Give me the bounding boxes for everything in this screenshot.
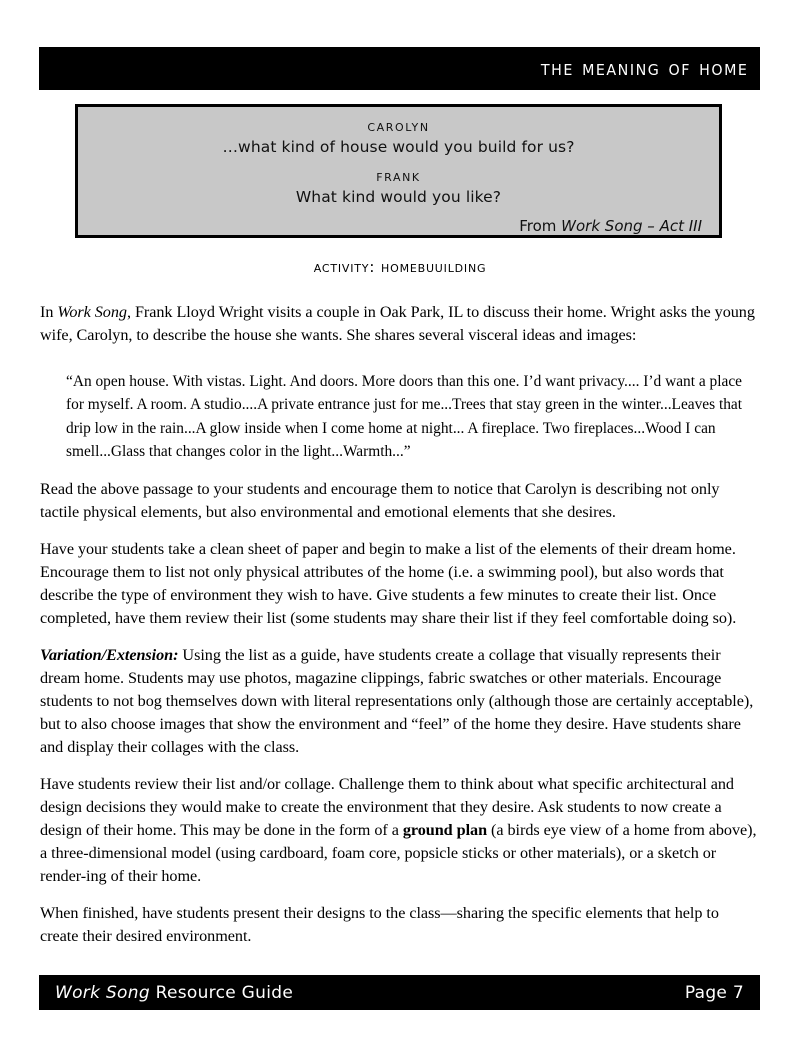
script-excerpt-box [75, 104, 722, 238]
variation-extension-label: Variation/Extension: [40, 645, 179, 664]
dialogue-spacer [92, 159, 705, 166]
paragraph-intro [40, 301, 758, 347]
page-header-bar [39, 47, 760, 90]
ground-plan-term: ground plan [402, 820, 488, 839]
paragraph-read-passage: Read the above passage to your students and encourage them to notice that Carolyn is describing not only tactile physical elements, but also environmental and emotional elements that she desires. [40, 479, 720, 521]
attribution-prefix: From [519, 217, 562, 236]
play-title-italic: Work Song [57, 303, 127, 321]
activity-heading: activity: homebuuilding [313, 258, 487, 276]
speaker-name-carolyn: carolyn [367, 117, 430, 135]
page-footer-bar [39, 975, 760, 1010]
footer-guide-label: Resource Guide [149, 982, 294, 1003]
paragraph-presentation: When finished, have students present their designs to the class—sharing the specific elements that help to create their desired environment. [40, 903, 719, 945]
speaker-name-frank: frank [376, 166, 421, 185]
dialogue-line-carolyn: …what kind of house would you build for us? [222, 138, 575, 157]
paragraph-variation-extension [40, 644, 758, 759]
design-text-rest: (a birds eye view of a home from above), a three-dimensional model (using cardboard, foam core, popsicle sticks or other materials), or a sketch or render-ing of their home. [40, 820, 757, 885]
footer-play-title-italic: Work Song [55, 982, 150, 1003]
body-content [40, 301, 758, 948]
dialogue-line-frank: What kind would you like? [295, 187, 502, 206]
intro-text-lead: In [40, 303, 58, 321]
design-text-lead: Have students review their list and/or collage. Challenge them to think about what specific architectural and design decisions they would make to create the environment that they desire. Ask students to now create a design of their home. This may be done in the form of a [40, 774, 734, 839]
attribution-source-title: Work Song – Act III [561, 217, 702, 236]
page-title: the meaning of home [540, 55, 748, 81]
paragraph-student-list: Have your students take a clean sheet of paper and begin to make a list of the elements of their dream home. Encourage them to list not only physical attributes of the home (i.e. a swimming pool), but also words that describe the type of environment they wish to have. Give students a few minutes to create their list. Once completed, have them review their list (some students may share their list if they feel comfortable doing so). [40, 539, 737, 627]
paragraph-spacer [40, 361, 758, 364]
footer-guide-title [55, 983, 293, 1003]
blockquote-carolyn-passage: “An open house. With vistas. Light. And doors. More doors than this one. I’d want privacy.... I’d want a place for myself. A room. A studio....A private entrance just for me...Trees that stay green in the winter...Leaves that drip low in the rain...A glow inside when I come home at night... A fireplace. Two fireplaces...Wood I can smell...Glass that changes color in the light...Warmth...” [66, 373, 743, 461]
paragraph-design-home [40, 773, 758, 888]
excerpt-attribution [92, 217, 705, 235]
variation-extension-text: Using the list as a guide, have students create a collage that visually represents their dream home. Students may use photos, magazine clippings, fabric swatches or other materials. Encourage students to not bog themselves down with literal representations only (although those are certainly acceptable), but to also choose images that show the environment and “feel” of the home they desire. Have students share and display their collages with the class. [40, 645, 754, 756]
intro-text-rest: , Frank Lloyd Wright visits a couple in Oak Park, IL to discuss their home. Wright asks the young wife, Carolyn, to describe the house she wants. She shares several visceral ideas and images: [40, 303, 755, 344]
footer-page-number: Page 7 [684, 982, 744, 1003]
